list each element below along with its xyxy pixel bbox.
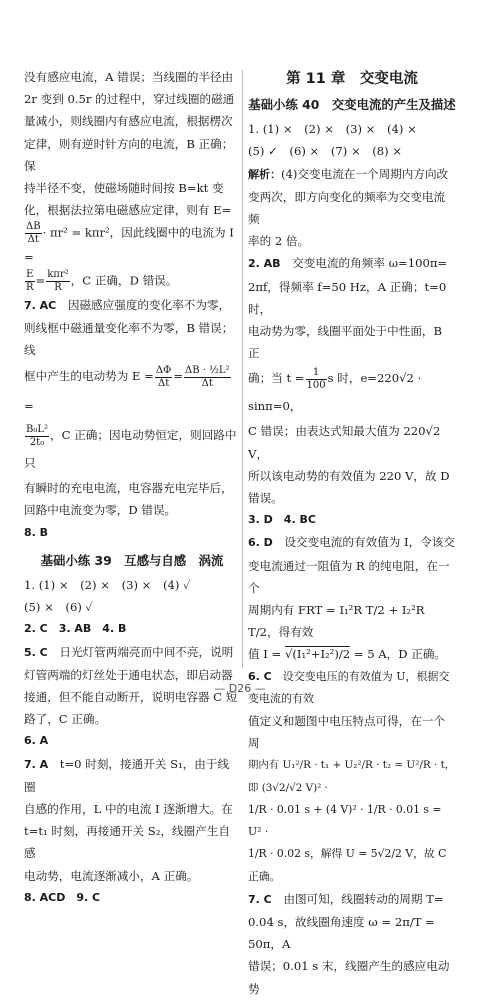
formula-line: 周期内有 FRT = I₁²R T/2 + I₂²R T/2，得有效: [248, 603, 425, 640]
text-line: 则线框中磁通量变化率不为零，B 错误；线: [24, 320, 234, 358]
fraction: $\frac{\Delta B}{\Delta t}$: [26, 221, 41, 246]
fraction: $\frac{E}{R}$: [26, 268, 34, 293]
text-line: 量减小，则线圈内有感应电流，根据楞次: [24, 114, 233, 129]
answer-7: 7. AC 因磁感应强度的变化率不为零，: [24, 297, 231, 312]
text-line: 2r 变到 0.5r 的过程中，穿过线圈的磁通: [24, 92, 235, 107]
formula-line: 值 I = √(I₁²+I₂²)/2 = 5 A，D 正确。: [248, 647, 447, 662]
text-line: 率的 2 倍。: [248, 234, 310, 249]
text-line: 2πf，得频率 f=50 Hz，A 正确；t=0 时，: [248, 279, 447, 316]
text-line: 定律，则有逆时针方向的电流，B 正确；保: [24, 136, 234, 173]
text-line: 变电流通过一阻值为 R 的纯电阻，在一个: [248, 558, 450, 595]
explanation: 解析：(4)交变电流在一个周期内方向改: [248, 166, 449, 181]
text-line: 变两次，即方向变化的频率为交变电流频: [248, 189, 446, 227]
answer-line: 2. C 3. AB 4. B: [24, 622, 127, 636]
text-line: 所以该电动势的有效值为 220 V，故 D: [248, 468, 450, 483]
answer-6b: 6. C 设交变电压的有效值为 U，根据交变电流的有效: [248, 669, 450, 705]
text-line: 有瞬时的充电电流，电容器充电完毕后，: [24, 481, 233, 496]
text-line: t=t₁ 时刻，再接通开关 S₂，线圈产生自感: [24, 824, 230, 861]
text-line: 自感的作用，L 中的电流 I 逐渐增大。在: [24, 802, 233, 817]
chapter-title: 第 11 章 交变电流: [286, 71, 418, 87]
formula-line: $\frac{\text{B₀L²}}{\text{2t₀}}$ ，C 正确；因电动势恒定，则回路中只: [24, 423, 237, 471]
answer-line: 1. (1) × (2) × (3) × (4) ×: [248, 122, 417, 137]
text-line: 0.04 s，故线圈角速度 ω = 2π/T = 50π，A: [248, 914, 435, 952]
formula-line: $\frac{E}{R}$ = kπr² R ，C 正确，D 错误。: [26, 268, 178, 293]
answer-8: 8. B: [24, 525, 49, 539]
fraction: kπr² R: [47, 268, 69, 293]
text-line: 接通，但不能自动断开，说明电容器 C 短: [24, 690, 238, 705]
formula-line: 确；当 t = $\frac{1}{100}$ s 时，e=220√2 · sinπ=0，: [248, 366, 422, 414]
text-line: 持半径不变，使磁场随时间按 B=kt 变: [24, 181, 224, 196]
section-title-39: 基础小练 39 互感与自感 涡流: [40, 552, 224, 568]
text-line: 电动势，电流逐渐减小，A 正确。: [24, 868, 199, 883]
text-line: 错误；0.01 s 末，线圈产生的感应电动势: [248, 959, 450, 996]
formula-line: 框中产生的电动势为 E = $\frac{\Delta\Phi}{\Delta t}$ = $\frac{\text{ΔB · ½L²}}{\Delta t}$ =: [24, 364, 230, 414]
formula-line: 1/R · 0.01 s + (4 V)² · 1/R · 0.01 s = U² ·: [248, 802, 442, 839]
text-line: C 错误；由表达式知最大值为 220√2 V，: [248, 424, 441, 461]
text-line: 值定义和题图中电压特点可得，在一个周: [248, 714, 446, 751]
text-line: 错误。: [248, 491, 283, 506]
text-line: 电动势为零，线圈平面处于中性面，B 正: [248, 324, 443, 361]
formula-line: 期内有 U₁²/R · t₁ + U₂²/R · t₂ = U²/R · t，即 (3√2/√2 V)² ·: [248, 759, 456, 794]
left-column: [24, 66, 240, 909]
text-line: 路了，C 正确。: [24, 712, 107, 727]
text-line: 回路中电流变为零，D 错误。: [24, 503, 177, 518]
text-line: 灯管两端的灯丝处于通电状态，即启动器: [24, 667, 233, 682]
answer-3: 3. D 4. BC: [248, 513, 316, 527]
section-title-40: 基础小练 40 交变电流的产生及描述: [248, 97, 456, 112]
answer-5: 5. C 日光灯管两端亮而中间不亮，说明: [24, 644, 234, 659]
answer-6: 6. A: [24, 734, 49, 748]
text-line: 没有感应电流，A 错误；当线圈的半径由: [24, 70, 234, 84]
answer-7: 7. C 由图可知，线圈转动的周期 T=: [248, 891, 444, 906]
answer-2: 2. AB 交变电流的角频率 ω=100π=: [248, 256, 448, 271]
right-column: [248, 66, 456, 1000]
formula-line: $\frac{\Delta B}{\Delta t}$ · πr² = kπr²，因此线圈中的电流为 I =: [24, 221, 234, 265]
column-divider: [242, 70, 243, 668]
page-number: — D26 —: [214, 682, 266, 695]
answer-8b: 8. ACD 9. C: [24, 890, 101, 904]
answer-6: 6. D 设交变电流的有效值为 I，令该交: [248, 535, 455, 550]
answer-line: 1. (1) × (2) × (3) × (4) ✓: [24, 578, 191, 593]
answer-line: (5) ✓ (6) × (7) × (8) ×: [248, 144, 403, 159]
answer-line: (5) × (6) ✓: [24, 600, 94, 615]
text-line: 化，根据法拉第电磁感应定律，则有 E=: [24, 203, 232, 218]
answer-7b: 7. A t=0 时刻，接通开关 S₁，由于线圈: [24, 756, 230, 794]
formula-line: 1/R · 0.02 s，解得 U = 5√2/2 V，故 C 正确。: [248, 847, 447, 883]
